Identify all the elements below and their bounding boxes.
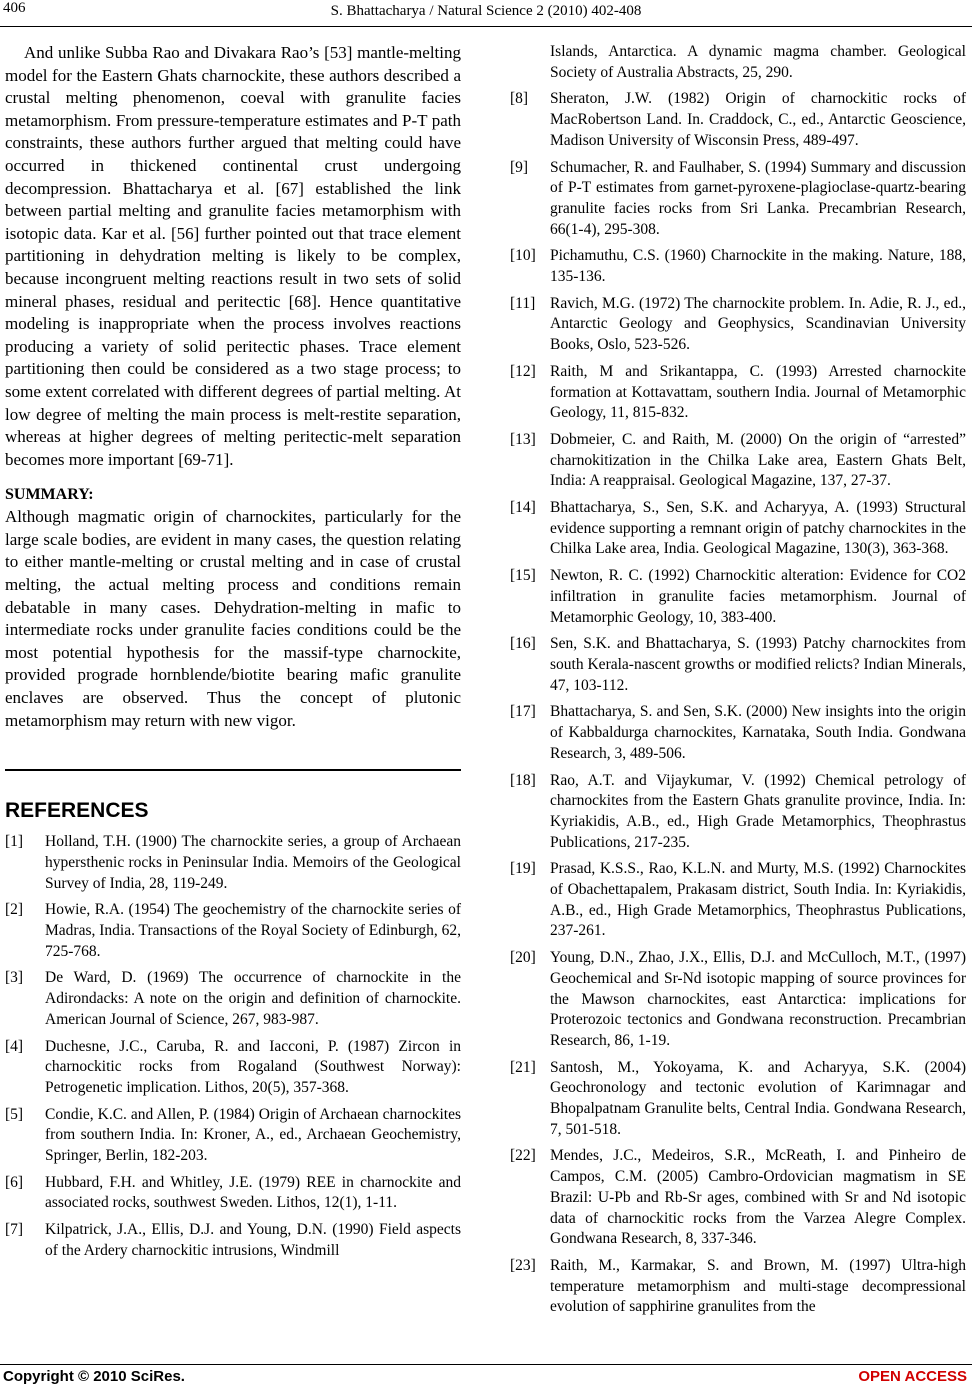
reference-text: Bhattacharya, S. and Sen, S.K. (2000) New insights into the origin of Kabbaldurga charnockites, Karnataka, South India. Gondwana Research, 3, 489-506. xyxy=(550,703,966,762)
reference-text: Young, D.N., Zhao, J.X., Ellis, D.J. and McCulloch, M.T., (1997) Geochemical and Sr-Nd isotopic mapping of source provinces for the Mawson charnockites, east Antarctica: implications for Proterozoic tectonics and Gondwana reconstruction. Precambrian Research, 86, 1-19. xyxy=(550,949,966,1049)
reference-item xyxy=(5,900,461,962)
body-paragraph: And unlike Subba Rao and Divakara Rao’s [53] mantle-melting model for the Eastern Ghats charnockite, these authors described a crustal melting phenomenon, coeval with granulite facies metamorphism. From pressure-temperature estimates and P-T path constraints, these authors further argued that melting could have occurred in thickened continental crust undergoing decompression. Bhattacharya et al. [67] established the link between partial melting and granulite facies metamorphism with isotopic data. Kar et al. [56] further pointed out that trace element partitioning in dehydration melting is likely to be complex, because incongruent melting reactions result in two sets of solid mineral phases, residual and peritectic [68]. Hence quantitative modeling is inappropriate when the process involves reactions producing a variety of solid peritectic phases. Trace element partitioning then could be considered as a two stage process; to some extent correlated with different degrees of partial melting. At low degree of melting the main process is melt-restite separation, whereas at higher degrees of melting peritectic-melt separation becomes more important [69-71]. xyxy=(5,43,461,469)
reference-number: [1] xyxy=(5,833,24,851)
reference-number: [18] xyxy=(510,771,536,789)
reference-text: Bhattacharya, S., Sen, S.K. and Acharyya, A. (1993) Structural evidence supporting a remnant origin of patchy charnockites in the Chilka Lake area, India. Geological Magazine, 130(3), 363-368. xyxy=(550,499,966,558)
reference-text: Prasad, K.S.S., Rao, K.L.N. and Murty, M.S. (1992) Charnockites of Obachettapalem, Prakasam district, South India. In: Kyriakidis, A.B., ed., High Grade Metamorphics, Theophrastus Publications, 237-261. xyxy=(550,860,966,940)
reference-text: De Ward, D. (1969) The occurrence of charnockite in the Adirondacks: A note on the origin and definition of charnockite. American Journal of Science, 267, 983-987. xyxy=(45,969,461,1028)
reference-number: [17] xyxy=(510,703,536,721)
reference-item xyxy=(510,498,966,560)
reference-number: [13] xyxy=(510,430,536,448)
reference-text: Mendes, J.C., Medeiros, S.R., McReath, I. and Pinheiro de Campos, C.M. (2005) Cambro-Ordovician magmatism in SE Brazil: U-Pb and Rb-Sr ages, combined with Sr and Nd isotopic data of charnockitic rocks from the Varzea Alegre Complex. Gondwana Research, 8, 337-346. xyxy=(550,1147,966,1248)
reference-number: [23] xyxy=(510,1256,536,1274)
section-rule xyxy=(5,769,461,771)
footer-rule xyxy=(0,1364,972,1365)
reference-text: Dobmeier, C. and Raith, M. (2000) On the origin of “arrested” charnokitization in the Chilka Lake area, Eastern Ghats Belt, India: A reappraisal. Geological Magazine, 137, 27-37. xyxy=(550,430,966,490)
reference-item xyxy=(510,362,966,424)
summary-paragraph: Although magmatic origin of charnockites, particularly for the large scale bodies, are evident in many cases, the question relating to either mantle-melting or crustal melting and in case of crustal melting, the actual melting process and conditions remain debatable in many cases. Dehydration-melting in mafic to intermediate rocks under granulite facies conditions could be the most potential hypothesis for the massif-type charnockite, provided prograde hornblende/biotite bearing mafic granulite enclaves are observed. Thus the concept of plutonic metamorphism may return with new vigor. xyxy=(5,507,461,730)
reference-text: Kilpatrick, J.A., Ellis, D.J. and Young, D.N. (1990) Field aspects of the Ardery charnockitic intrusions, Windmill xyxy=(45,1221,461,1259)
copyright: Copyright © 2010 SciRes. xyxy=(3,1368,185,1385)
reference-item xyxy=(510,771,966,854)
references-heading: REFERENCES xyxy=(5,799,149,823)
reference-list-left xyxy=(5,832,461,1261)
reference-item xyxy=(510,1146,966,1250)
reference-number: [3] xyxy=(5,969,24,987)
reference-text: Howie, R.A. (1954) The geochemistry of the charnockite series of Madras, India. Transactions of the Royal Society of Edinburgh, 62, 725-768. xyxy=(45,901,462,960)
reference-number: [5] xyxy=(5,1105,24,1123)
reference-item xyxy=(510,702,966,764)
reference-item xyxy=(510,246,966,287)
reference-item xyxy=(510,859,966,942)
reference-text: Sen, S.K. and Bhattacharya, S. (1993) Patchy charnockites from south Kerala-nascent growths or modified relicts? Indian Minerals, 47, 103-112. xyxy=(550,635,966,694)
reference-text: Pichamuthu, C.S. (1960) Charnockite in the making. Nature, 188, 135-136. xyxy=(550,247,966,286)
reference-number: [22] xyxy=(510,1147,536,1165)
reference-number: [21] xyxy=(510,1058,536,1076)
page-number: 406 xyxy=(3,0,26,16)
reference-number: [10] xyxy=(510,247,536,265)
reference-text: Duchesne, J.C., Caruba, R. and Iacconi, P. (1987) Zircon in charnockitic rocks from Rogaland (Southwest Norway): Petrogenetic implication. Lithos, 20(5), 357-368. xyxy=(45,1037,461,1096)
reference-number: [20] xyxy=(510,949,536,967)
reference-number: [12] xyxy=(510,362,536,380)
reference-text: Schumacher, R. and Faulhaber, S. (1994) Summary and discussion of P-T estimates from garnet-pyroxene-plagioclase-quartz-bearing granulite facies rocks from Sri Lanka. Precambrian Research, 66(1-4), 295-308. xyxy=(550,158,966,238)
reference-item xyxy=(5,1105,461,1167)
right-column xyxy=(510,42,966,1324)
reference-number: [9] xyxy=(510,158,529,176)
reference-continuation: Islands, Antarctica. A dynamic magma chamber. Geological Society of Australia Abstracts, 25, 290. xyxy=(550,43,966,81)
reference-text: Holland, T.H. (1900) The charnockite series, a group of Archaean hypersthenic rocks in Peninsular India. Memoirs of the Geological Survey of India, 28, 119-249. xyxy=(45,833,461,892)
reference-item xyxy=(510,1256,966,1318)
reference-item xyxy=(510,634,966,696)
reference-number: [14] xyxy=(510,499,536,517)
reference-item xyxy=(510,948,966,1052)
reference-item xyxy=(5,1220,461,1261)
reference-number: [19] xyxy=(510,860,536,878)
reference-number: [15] xyxy=(510,567,536,585)
reference-text: Hubbard, F.H. and Whitley, J.E. (1979) REE in charnockite and associated rocks, southwest Sweden. Lithos, 12(1), 1-11. xyxy=(45,1173,461,1212)
reference-number: [4] xyxy=(5,1037,24,1055)
reference-item xyxy=(510,1058,966,1141)
reference-text: Rao, A.T. and Vijaykumar, V. (1992) Chemical petrology of charnockites from the Eastern Ghats granulite province, India. In: Kyriakidis, A.B., ed., High Grade Metamorphics, Theophrastus Publications, 217-235. xyxy=(550,771,966,851)
header-rule xyxy=(0,26,972,27)
reference-item xyxy=(510,430,966,492)
reference-text: Sheraton, J.W. (1982) Origin of charnockitic rocks of MacRobertson Land. In. Craddock, C., ed., Antarctic Geoscience, Madison University of Wisconsin Press, 489-497. xyxy=(550,90,966,149)
reference-item xyxy=(510,158,966,241)
reference-text: Newton, R. C. (1992) Charnockitic alteration: Evidence for CO2 infiltration in granulite facies metamorphism. Journal of Metamorphic Geology, 10, 383-400. xyxy=(550,567,966,626)
reference-number: [16] xyxy=(510,635,536,653)
reference-item xyxy=(510,566,966,628)
reference-number: [8] xyxy=(510,90,529,108)
reference-text: Condie, K.C. and Allen, P. (1984) Origin of Archaean charnockites from southern India. In: Kroner, A., ed., Archaean Geochemistry, Springer, Berlin, 182-203. xyxy=(45,1105,461,1165)
reference-list-right xyxy=(510,42,966,1318)
reference-text: Raith, M and Srikantappa, C. (1993) Arrested charnockite formation at Kottavattam, southern India. Journal of Metamorphic Geology, 11, 815-832. xyxy=(550,362,966,422)
open-access-label: OPEN ACCESS xyxy=(858,1368,967,1385)
summary-heading: SUMMARY: xyxy=(5,486,94,504)
reference-number: [6] xyxy=(5,1173,24,1191)
running-title: S. Bhattacharya / Natural Science 2 (2010) 402-408 xyxy=(330,3,642,19)
reference-text: Raith, M., Karmakar, S. and Brown, M. (1997) Ultra-high temperature metamorphism and multi-stage decompressional evolution of sapphirine granulites from the xyxy=(550,1256,966,1316)
left-column xyxy=(5,42,461,1268)
reference-item xyxy=(5,1037,461,1099)
reference-number: [11] xyxy=(510,294,536,312)
reference-item xyxy=(5,832,461,894)
reference-item xyxy=(5,1173,461,1214)
reference-item xyxy=(510,294,966,356)
reference-number: [7] xyxy=(5,1221,24,1239)
reference-text: Santosh, M., Yokoyama, K. and Acharyya, S.K. (2004) Geochronology and tectonic evolution of Karimnagar and Bhopalpatnam Granulite belts, Central India. Gondwana Research, 7, 501-518. xyxy=(550,1058,966,1138)
reference-text: Ravich, M.G. (1972) The charnockite problem. In. Adie, R. J., ed., Antarctic Geology and Geophysics, Scandinavian University Books, Oslo, 523-526. xyxy=(550,294,966,354)
reference-item xyxy=(510,89,966,151)
reference-item xyxy=(5,968,461,1030)
reference-number: [2] xyxy=(5,901,24,919)
